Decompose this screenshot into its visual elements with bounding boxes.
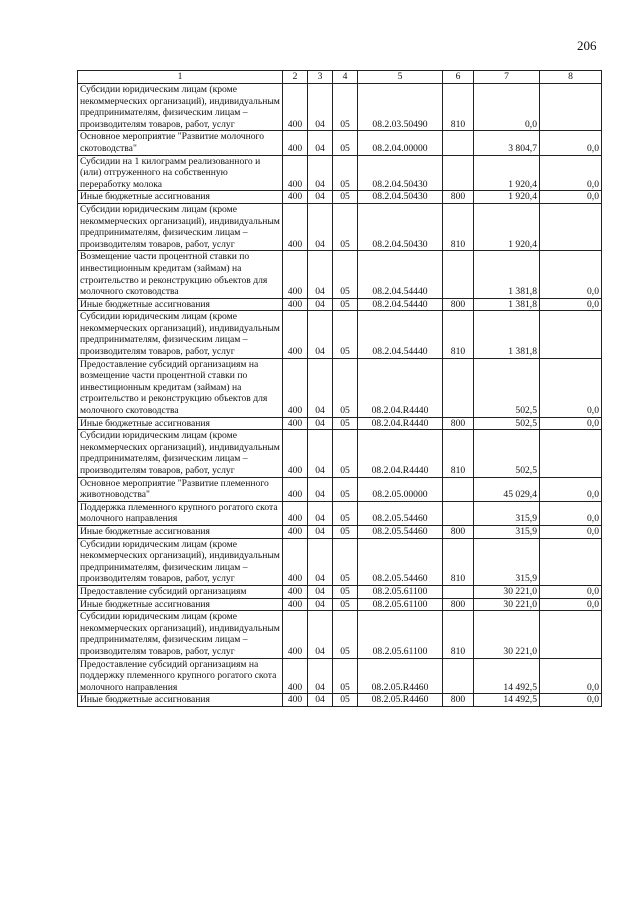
subsection-code: 05 [333,430,358,477]
table-row [78,311,602,358]
ministry-code: 400 [283,430,308,477]
subsection-code: 05 [333,298,358,311]
expense-type-code: 800 [443,417,474,430]
ministry-code: 400 [283,585,308,598]
ministry-code: 400 [283,155,308,191]
amount-value-2: 0,0 [540,598,602,611]
target-article-code: 08.2.04.54440 [358,298,443,311]
table-header-row [78,71,602,84]
expenditure-name: Субсидии юридическим лицам (кроме некоммерческих организаций), индивидуальным предпринимателям, физическим лицам – производителям товаров, работ, услуг [78,311,283,358]
expenditure-name: Поддержка племенного крупного рогатого скота молочного направления [78,501,283,525]
target-article-code: 08.2.05.54460 [358,525,443,538]
table-row [78,525,602,538]
expense-type-code: 810 [443,84,474,131]
amount-value: 14 492,5 [474,694,540,707]
expenditure-name: Иные бюджетные ассигнования [78,525,283,538]
amount-value: 0,0 [474,84,540,131]
table-row [78,598,602,611]
target-article-code: 08.2.04.R4440 [358,417,443,430]
expenditure-name: Возмещение части процентной ставки по инвестиционным кредитам (займам) на строительство и реконструкцию объектов для молочного скотоводства [78,251,283,298]
expenditure-name: Иные бюджетные ассигнования [78,694,283,707]
amount-value: 315,9 [474,501,540,525]
target-article-code: 08.2.05.61100 [358,611,443,658]
amount-value: 315,9 [474,525,540,538]
target-article-code: 08.2.04.50430 [358,203,443,250]
section-code: 04 [308,525,333,538]
amount-value: 1 920,4 [474,191,540,204]
amount-value-2: 0,0 [540,585,602,598]
subsection-code: 05 [333,203,358,250]
ministry-code: 400 [283,611,308,658]
expense-type-code: 800 [443,298,474,311]
amount-value-2: 0,0 [540,191,602,204]
table-row [78,477,602,501]
section-code: 04 [308,585,333,598]
subsection-code: 05 [333,525,358,538]
section-code: 04 [308,501,333,525]
subsection-code: 05 [333,131,358,155]
ministry-code: 400 [283,298,308,311]
expense-type-code [443,477,474,501]
expense-type-code: 810 [443,311,474,358]
subsection-code: 05 [333,358,358,417]
section-code: 04 [308,430,333,477]
ministry-code: 400 [283,525,308,538]
ministry-code: 400 [283,311,308,358]
ministry-code: 400 [283,203,308,250]
amount-value: 30 221,0 [474,585,540,598]
expense-type-code: 800 [443,694,474,707]
target-article-code: 08.2.05.R4460 [358,658,443,694]
expenditure-name: Субсидии на 1 килограмм реализованного и (или) отгруженного на собственную переработку молока [78,155,283,191]
amount-value-2: 0,0 [540,417,602,430]
ministry-code: 400 [283,694,308,707]
section-code: 04 [308,251,333,298]
expense-type-code: 810 [443,203,474,250]
target-article-code: 08.2.05.00000 [358,477,443,501]
table-row [78,430,602,477]
amount-value-2: 0,0 [540,525,602,538]
ministry-code: 400 [283,358,308,417]
expenditure-name: Предоставление субсидий организациям на поддержку племенного крупного рогатого скота молочного направления [78,658,283,694]
table-row [78,658,602,694]
amount-value-2: 0,0 [540,251,602,298]
subsection-code: 05 [333,251,358,298]
column-header: 1 [78,71,283,84]
expenditure-name: Предоставление субсидий организациям [78,585,283,598]
section-code: 04 [308,84,333,131]
amount-value-2 [540,611,602,658]
table-row [78,538,602,585]
table-row [78,585,602,598]
expenditure-name: Предоставление субсидий организациям на возмещение части процентной ставки по инвестиционным кредитам (займам) на строительство и реконструкцию объектов для молочного скотоводства [78,358,283,417]
amount-value-2: 0,0 [540,658,602,694]
target-article-code: 08.2.04.R4440 [358,430,443,477]
amount-value: 45 029,4 [474,477,540,501]
amount-value: 30 221,0 [474,598,540,611]
column-header: 2 [283,71,308,84]
table-row [78,298,602,311]
target-article-code: 08.2.05.54460 [358,501,443,525]
amount-value: 1 920,4 [474,203,540,250]
subsection-code: 05 [333,417,358,430]
column-header: 5 [358,71,443,84]
amount-value-2: 0,0 [540,131,602,155]
section-code: 04 [308,311,333,358]
expense-type-code: 810 [443,538,474,585]
table-row [78,501,602,525]
expense-type-code [443,131,474,155]
expenditure-name: Субсидии юридическим лицам (кроме некоммерческих организаций), индивидуальным предпринимателям, физическим лицам – производителям товаров, работ, услуг [78,203,283,250]
expense-type-code [443,251,474,298]
subsection-code: 05 [333,611,358,658]
column-header: 3 [308,71,333,84]
amount-value-2 [540,311,602,358]
expense-type-code [443,501,474,525]
target-article-code: 08.2.04.00000 [358,131,443,155]
expenditure-name: Субсидии юридическим лицам (кроме некоммерческих организаций), индивидуальным предпринимателям, физическим лицам – производителям товаров, работ, услуг [78,538,283,585]
amount-value: 1 381,8 [474,251,540,298]
section-code: 04 [308,611,333,658]
section-code: 04 [308,417,333,430]
subsection-code: 05 [333,501,358,525]
amount-value: 1 920,4 [474,155,540,191]
section-code: 04 [308,203,333,250]
target-article-code: 08.2.04.R4440 [358,358,443,417]
table-row [78,417,602,430]
subsection-code: 05 [333,598,358,611]
expenditure-name: Субсидии юридическим лицам (кроме некоммерческих организаций), индивидуальным предпринимателям, физическим лицам – производителям товаров, работ, услуг [78,611,283,658]
ministry-code: 400 [283,417,308,430]
ministry-code: 400 [283,191,308,204]
ministry-code: 400 [283,131,308,155]
section-code: 04 [308,191,333,204]
subsection-code: 05 [333,538,358,585]
section-code: 04 [308,694,333,707]
target-article-code: 08.2.05.R4460 [358,694,443,707]
amount-value: 315,9 [474,538,540,585]
subsection-code: 05 [333,155,358,191]
expenditure-name: Иные бюджетные ассигнования [78,191,283,204]
expenditure-name: Основное мероприятие "Развитие молочного скотоводства" [78,131,283,155]
section-code: 04 [308,298,333,311]
amount-value: 502,5 [474,358,540,417]
target-article-code: 08.2.03.50490 [358,84,443,131]
table-row [78,251,602,298]
table-row [78,131,602,155]
amount-value-2: 0,0 [540,501,602,525]
table-row [78,203,602,250]
section-code: 04 [308,538,333,585]
expense-type-code [443,155,474,191]
target-article-code: 08.2.05.61100 [358,598,443,611]
budget-table [77,70,602,707]
ministry-code: 400 [283,501,308,525]
target-article-code: 08.2.04.54440 [358,311,443,358]
section-code: 04 [308,658,333,694]
expense-type-code [443,585,474,598]
amount-value: 30 221,0 [474,611,540,658]
subsection-code: 05 [333,477,358,501]
ministry-code: 400 [283,658,308,694]
table-row [78,84,602,131]
section-code: 04 [308,598,333,611]
expenditure-name: Иные бюджетные ассигнования [78,598,283,611]
expenditure-name: Основное мероприятие "Развитие племенного животноводства" [78,477,283,501]
table-row [78,694,602,707]
amount-value-2: 0,0 [540,155,602,191]
section-code: 04 [308,358,333,417]
table-row [78,611,602,658]
expense-type-code [443,358,474,417]
amount-value-2 [540,203,602,250]
subsection-code: 05 [333,191,358,204]
amount-value: 1 381,8 [474,298,540,311]
table-row [78,358,602,417]
amount-value: 3 804,7 [474,131,540,155]
page-number: 206 [577,38,597,53]
expense-type-code: 800 [443,191,474,204]
section-code: 04 [308,131,333,155]
amount-value: 502,5 [474,417,540,430]
column-header: 8 [540,71,602,84]
ministry-code: 400 [283,251,308,298]
ministry-code: 400 [283,538,308,585]
amount-value: 1 381,8 [474,311,540,358]
target-article-code: 08.2.04.50430 [358,155,443,191]
ministry-code: 400 [283,598,308,611]
amount-value-2: 0,0 [540,298,602,311]
expenditure-name: Субсидии юридическим лицам (кроме некоммерческих организаций), индивидуальным предпринимателям, физическим лицам – производителям товаров, работ, услуг [78,84,283,131]
table-row [78,155,602,191]
subsection-code: 05 [333,694,358,707]
amount-value-2: 0,0 [540,358,602,417]
subsection-code: 05 [333,311,358,358]
column-header: 7 [474,71,540,84]
section-code: 04 [308,477,333,501]
subsection-code: 05 [333,84,358,131]
expense-type-code: 810 [443,430,474,477]
column-header: 6 [443,71,474,84]
expense-type-code [443,658,474,694]
amount-value: 502,5 [474,430,540,477]
expenditure-name: Иные бюджетные ассигнования [78,417,283,430]
amount-value-2: 0,0 [540,694,602,707]
column-header: 4 [333,71,358,84]
table-row [78,191,602,204]
section-code: 04 [308,155,333,191]
target-article-code: 08.2.05.54460 [358,538,443,585]
amount-value-2 [540,430,602,477]
subsection-code: 05 [333,658,358,694]
amount-value-2 [540,538,602,585]
expense-type-code: 800 [443,598,474,611]
expense-type-code: 810 [443,611,474,658]
subsection-code: 05 [333,585,358,598]
target-article-code: 08.2.04.54440 [358,251,443,298]
ministry-code: 400 [283,84,308,131]
amount-value: 14 492,5 [474,658,540,694]
amount-value-2 [540,84,602,131]
amount-value-2: 0,0 [540,477,602,501]
expenditure-name: Иные бюджетные ассигнования [78,298,283,311]
ministry-code: 400 [283,477,308,501]
expense-type-code: 800 [443,525,474,538]
expenditure-name: Субсидии юридическим лицам (кроме некоммерческих организаций), индивидуальным предпринимателям, физическим лицам – производителям товаров, работ, услуг [78,430,283,477]
target-article-code: 08.2.04.50430 [358,191,443,204]
target-article-code: 08.2.05.61100 [358,585,443,598]
